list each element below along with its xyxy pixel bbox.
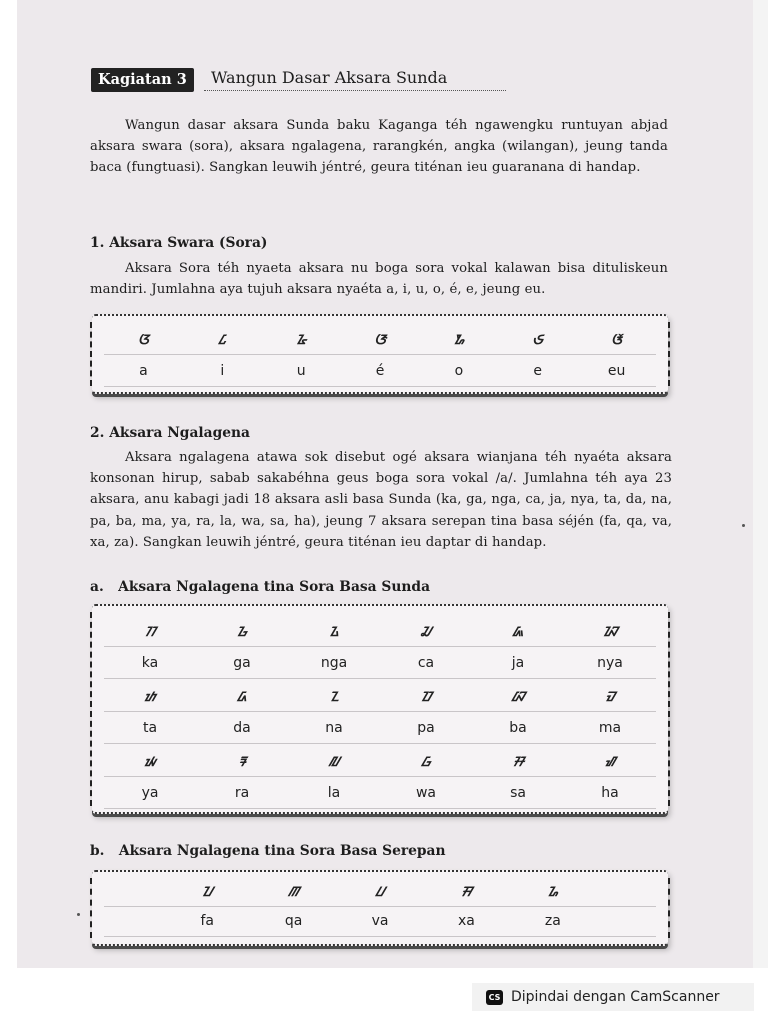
latin-label: ba (509, 720, 527, 736)
aksara-glyph: ᮔ (329, 689, 339, 705)
latin-label: o (454, 363, 464, 379)
aksara-glyph: ᮑ (602, 624, 617, 640)
aksara-glyph: ᮍ (329, 624, 339, 640)
latin-label: e (533, 363, 543, 379)
sunda-glyph-row-3 (104, 746, 656, 777)
page-speck (77, 913, 80, 916)
latin-label: fa (200, 913, 214, 929)
latin-label: nga (320, 655, 348, 671)
latin-label: ya (141, 785, 159, 801)
latin-label: a (139, 363, 148, 379)
latin-label: ja (511, 655, 525, 671)
vowel-glyph-row (104, 324, 656, 355)
aksara-glyph: ᮠ (604, 754, 615, 770)
aksara-glyph: ᮕ (420, 689, 432, 705)
latin-label: ca (417, 655, 435, 671)
aksara-glyph: ᮈ (532, 332, 543, 348)
aksara-glyph: ᮚ (144, 754, 156, 770)
aksara-glyph: ᮆ (374, 332, 386, 348)
ngalagena-sunda-table (92, 604, 668, 814)
latin-label: ra (234, 785, 250, 801)
latin-label: pa (417, 720, 435, 736)
serepan-latin-row (104, 906, 656, 937)
serepan-glyph-row (104, 876, 656, 907)
aksara-glyph: ᮝ (421, 754, 431, 770)
aksara-glyph: ᮘ (511, 689, 525, 705)
aksara-glyph: ᮄ (218, 332, 226, 348)
latin-label: ta (142, 720, 158, 736)
sunda-glyph-row-1 (104, 616, 656, 647)
sunda-latin-row-3 (104, 778, 656, 809)
latin-label: qa (284, 913, 303, 929)
latin-label: u (296, 363, 306, 379)
aksara-glyph: ᮅ (296, 332, 307, 348)
page-edge (753, 0, 768, 968)
aksara-glyph: ᮎ (421, 624, 431, 640)
aksara-glyph: ᮟ (461, 884, 472, 900)
aksara-glyph: ᮙ (605, 689, 615, 705)
section1-heading: 1. Aksara Swara (Sora) (90, 235, 268, 251)
aksara-glyph: ᮋ (288, 884, 299, 900)
latin-label: xa (457, 913, 475, 929)
section2-paragraph: Aksara ngalagena atawa sok disebut ogé aksara wianjana téh nyaéta aksara konsonan hirup, sabab sakabéhna geus boga sora vokal /a/. Jumlahna téh aya 23 aksara, anu kabagi jadi 18 aksara asli basa Sunda (ka, ga, nga, ca, ja, nya, ta, da, na, pa, ba, ma, ya, ra, la, wa, sa, ha), jeung 7 aksara serepan tina basa séjén (fa, qa, va, xa, za). Sangkan leuwih jéntré, geura titénan ieu daptar di handap. (90, 450, 672, 550)
activity-badge: Kagiatan 3 (91, 68, 194, 92)
aksara-glyph: ᮗ (375, 884, 385, 900)
subsection-a-heading: a. Aksara Ngalagena tina Sora Basa Sunda (90, 579, 431, 595)
aksara-glyph: ᮐ (547, 884, 559, 900)
section2-heading: 2. Aksara Ngalagena (90, 425, 250, 441)
aksara-glyph: ᮓ (237, 689, 247, 705)
scanner-caption: Dipindai dengan CamScanner (511, 989, 720, 1005)
latin-label: nya (597, 655, 623, 671)
section1-paragraph: Aksara Sora téh nyaeta aksara nu boga sora vokal kalawan bisa dituliskeun mandiri. Jumlahna aya tujuh aksara nyaéta a, i, u, o, é, e, jeung eu. (90, 261, 668, 298)
sunda-glyph-row-2 (104, 681, 656, 712)
latin-label: ha (601, 785, 619, 801)
scanner-watermark (472, 983, 754, 1011)
aksara-glyph: ᮊ (144, 624, 156, 640)
latin-label: wa (415, 785, 437, 801)
page-speck (742, 524, 745, 527)
aksara-glyph: ᮛ (238, 754, 246, 770)
sunda-latin-row-1 (104, 648, 656, 679)
intro-paragraph: Wangun dasar aksara Sunda baku Kaganga téh ngawengku runtuyan abjad aksara swara (sora), aksara ngalagena, rarangkén, angka (wilangan), jeung tanda baca (fungtuasi). Sangkan leuwih jéntré, geura titénan ieu guaranana di handap. (90, 118, 668, 176)
aksara-glyph: ᮉ (610, 332, 623, 348)
aksara-glyph: ᮞ (512, 754, 524, 770)
sunda-latin-row-2 (104, 713, 656, 744)
vowel-latin-row (104, 356, 656, 387)
aksara-glyph: ᮜ (328, 754, 340, 770)
subsection-b-heading: b. Aksara Ngalagena tina Sora Basa Serepan (90, 843, 446, 859)
latin-label: ga (233, 655, 251, 671)
latin-label: é (375, 363, 385, 379)
latin-label: va (371, 913, 389, 929)
latin-label: ma (598, 720, 622, 736)
latin-label: sa (510, 785, 526, 801)
aksara-glyph: ᮇ (453, 332, 465, 348)
latin-label: da (233, 720, 251, 736)
activity-title: Wangun Dasar Aksara Sunda (211, 68, 448, 87)
aksara-glyph: ᮖ (202, 884, 213, 900)
aksara-glyph: ᮌ (236, 624, 248, 640)
latin-label: i (220, 363, 225, 379)
aksara-glyph: ᮒ (144, 689, 156, 705)
latin-label: za (544, 913, 561, 929)
title-underline (204, 90, 506, 91)
latin-label: ka (141, 655, 159, 671)
camscanner-logo-icon: CS (486, 990, 503, 1005)
aksara-glyph: ᮃ (137, 332, 150, 348)
ngalagena-serepan-table (92, 870, 668, 946)
latin-label: na (325, 720, 343, 736)
latin-label: eu (607, 363, 626, 379)
aksara-glyph: ᮏ (512, 624, 524, 640)
vowel-table (92, 314, 668, 394)
latin-label: la (327, 785, 341, 801)
